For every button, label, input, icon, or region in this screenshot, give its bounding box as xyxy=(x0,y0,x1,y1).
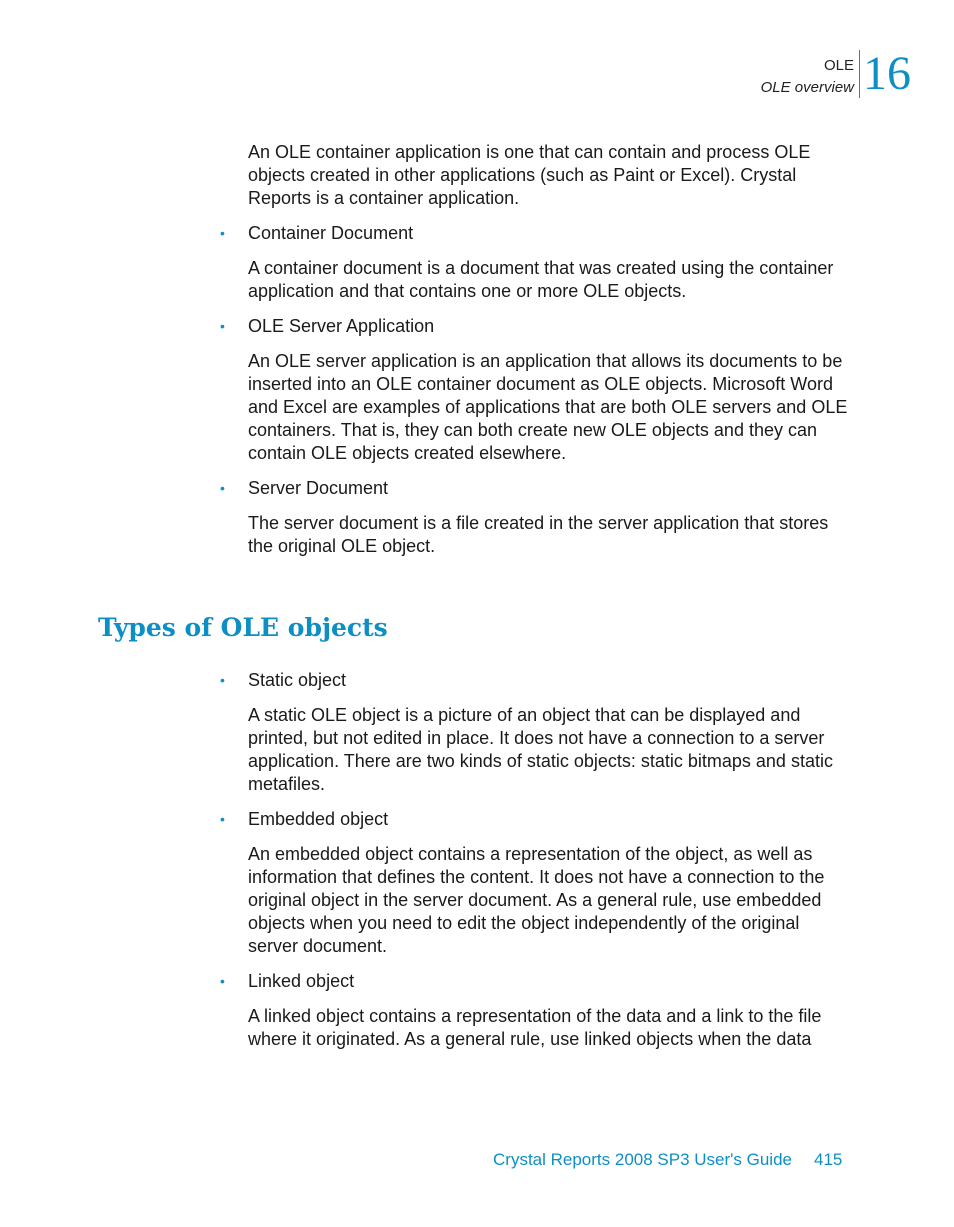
object-type-description: A static OLE object is a picture of an object that can be displayed and printed, but not edited in place. It does not have a connection to a server application. There are two kinds of static objects: static bitmaps and static metafiles. xyxy=(248,705,833,794)
running-header xyxy=(761,55,854,99)
object-type-term: Embedded object xyxy=(248,809,389,829)
bullet-icon: • xyxy=(220,480,225,496)
header-topic: OLE xyxy=(823,57,854,74)
bullet-icon: • xyxy=(220,973,225,989)
list-item xyxy=(220,222,852,245)
list-item xyxy=(220,808,852,831)
definition-description: A container document is a document that was created using the container application and that contains one or more OLE objects. xyxy=(248,258,834,301)
definition-description: An OLE server application is an application that allows its documents to be inserted into an OLE container document as OLE objects. Microsoft Word and Excel are examples of applications that are both OLE servers and OLE containers. That is, they can both create new OLE objects and they can contain OLE objects created elsewhere. xyxy=(248,351,848,463)
page-number: 415 xyxy=(814,1150,843,1169)
section-heading: Types of OLE objects xyxy=(98,613,388,642)
guide-title: Crystal Reports 2008 SP3 User's Guide xyxy=(493,1150,792,1169)
intro-paragraph: An OLE container application is one that can contain and process OLE objects created in other applications (such as Paint or Excel). Crystal Reports is a container application. xyxy=(248,142,811,208)
object-type-description: A linked object contains a representation of the data and a link to the file where it originated. As a general rule, use linked objects when the data xyxy=(248,1006,822,1049)
definition-term: Container Document xyxy=(248,223,414,243)
bullet-icon: • xyxy=(220,225,225,241)
list-item xyxy=(220,477,852,500)
definition-term: OLE Server Application xyxy=(248,316,435,336)
bullet-icon: • xyxy=(220,811,225,827)
chapter-number: 16 xyxy=(859,50,911,98)
definition-description: The server document is a file created in the server application that stores the original OLE object. xyxy=(248,513,829,556)
header-section: OLE overview xyxy=(760,79,854,96)
bullet-icon: • xyxy=(220,318,225,334)
object-types-block xyxy=(220,669,852,1063)
list-item xyxy=(220,669,852,692)
definition-term: Server Document xyxy=(248,478,389,498)
definitions-block xyxy=(220,141,852,570)
object-type-term: Static object xyxy=(248,670,347,690)
list-item xyxy=(220,970,852,993)
page-footer xyxy=(493,1150,842,1170)
bullet-icon: • xyxy=(220,672,225,688)
list-item xyxy=(220,315,852,338)
object-type-description: An embedded object contains a representation of the object, as well as information that defines the content. It does not have a connection to the original object in the server document. As a general rule, use embedded objects when you need to edit the object independently of the original server document. xyxy=(248,844,825,956)
object-type-term: Linked object xyxy=(248,971,355,991)
